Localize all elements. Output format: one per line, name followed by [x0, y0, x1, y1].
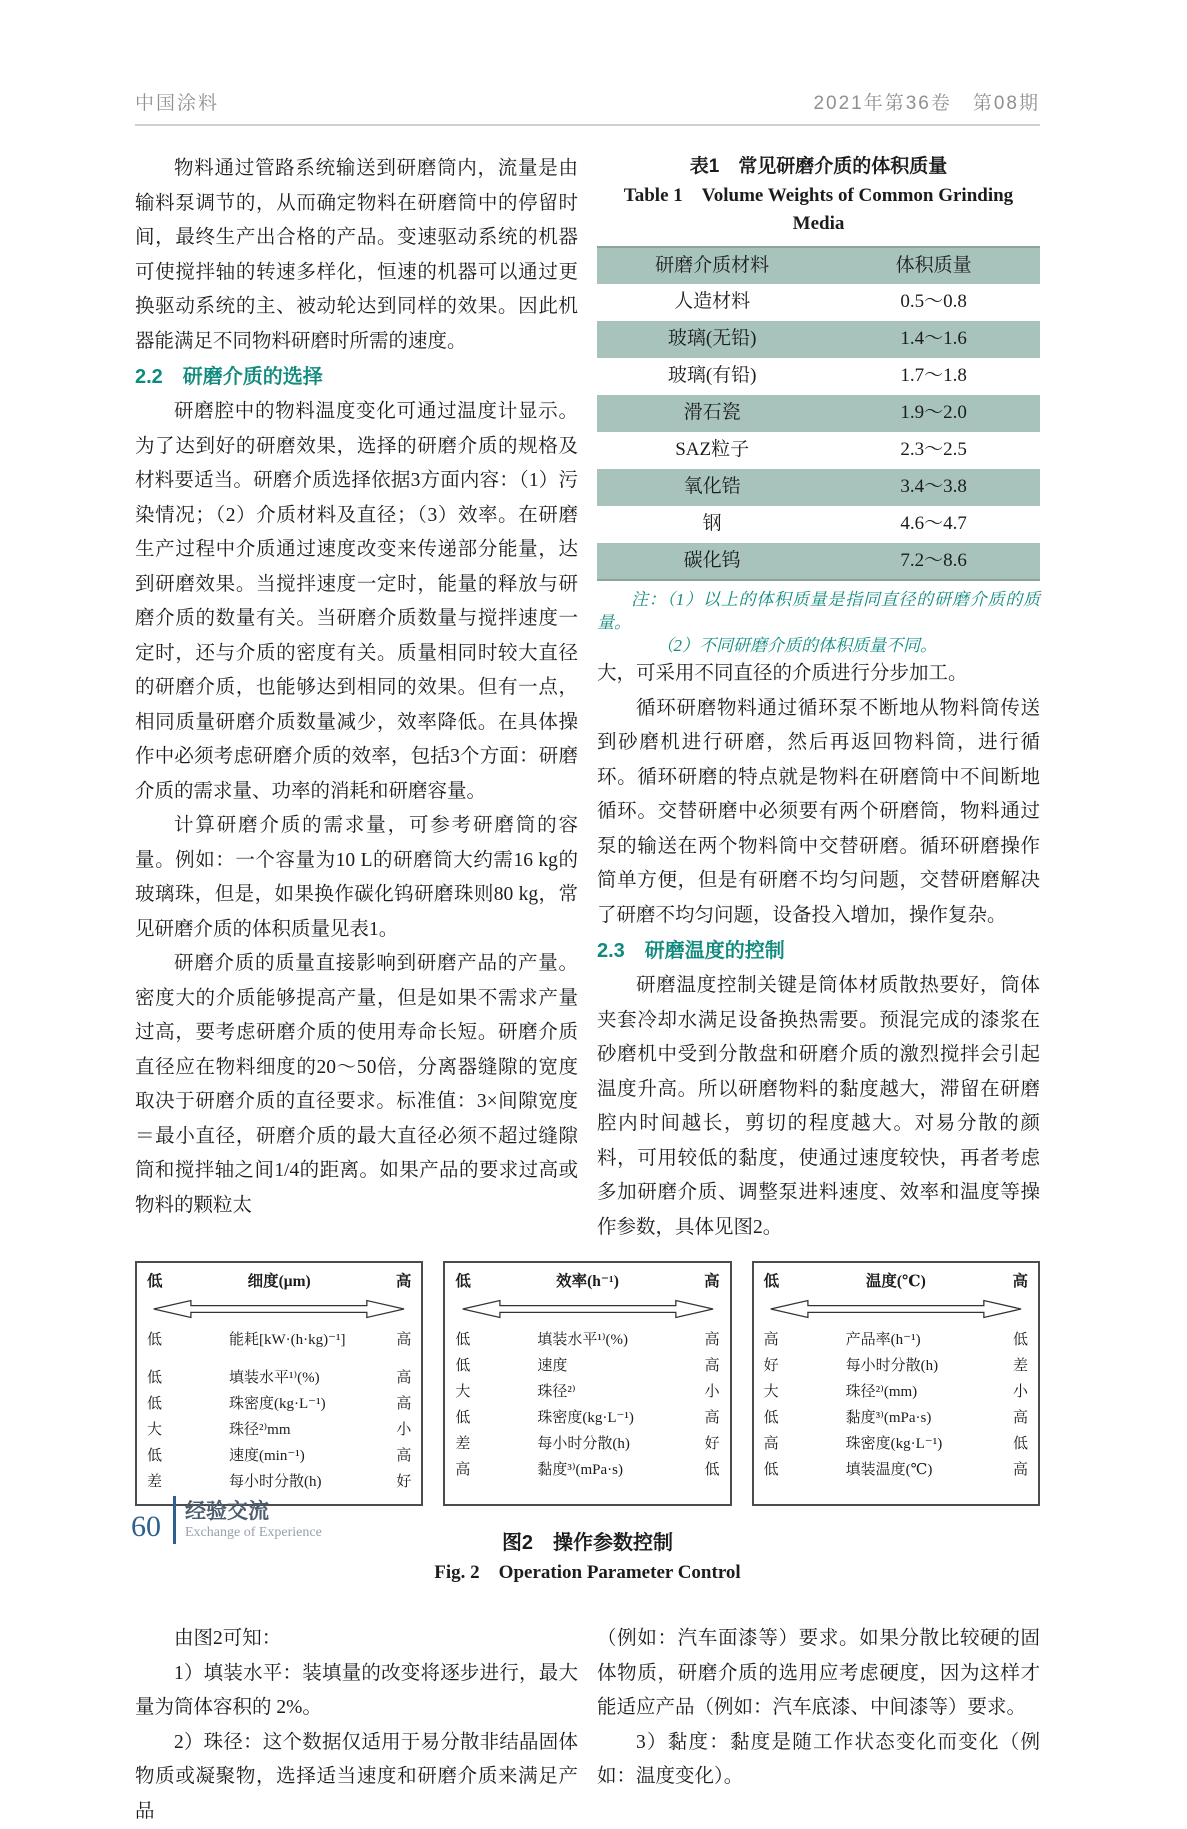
cell-material: 氧化锆: [597, 469, 827, 506]
figure2-caption-en: Fig. 2 Operation Parameter Control: [135, 1558, 1040, 1588]
paragraph: 计算研磨介质的需求量，可参考研磨筒的容量。例如：一个容量为10 L的研磨筒大约需16 kg的玻璃珠，但是，如果换作碳化钨研磨珠则80 kg，常见研磨介质的体积质量见表1。: [135, 809, 578, 947]
low-end: 大: [764, 1379, 800, 1405]
parameter-label: 能耗[kW·(h·kg)⁻¹]: [183, 1327, 391, 1353]
bottom-right-column: [597, 1622, 1040, 1829]
scale-high-label: 高: [396, 1270, 412, 1294]
figure2-box-efficiency: [443, 1261, 731, 1506]
footer-section-en: Exchange of Experience: [185, 1524, 322, 1542]
high-end: 好: [391, 1469, 411, 1495]
low-end: 大: [147, 1417, 183, 1443]
paragraph: 2）珠径：这个数据仅适用于易分散非结晶固体物质或凝聚物，选择适当速度和研磨介质来满足产品: [135, 1726, 578, 1829]
figure2-box-temperature: [752, 1261, 1040, 1506]
paragraph: 循环研磨物料通过循环泵不断地从物料筒传送到砂磨机进行研磨，然后再返回物料筒，进行循环。循环研磨的特点就是物料在研磨筒中不间断地循环。交替研磨中必须要有两个研磨筒，物料通过泵的输送在两个物料筒中交替研磨。循环研磨操作简单方便，但是有研磨不均匀问题，交替研磨解决了研磨不均匀问题，设备投入增加，操作复杂。: [597, 692, 1040, 934]
scale-low-label: 低: [455, 1270, 471, 1294]
page-number: 60: [131, 1512, 161, 1542]
low-end: 好: [764, 1353, 800, 1379]
cell-weight: 2.3～2.5: [827, 432, 1040, 469]
parameter-label: 珠密度(kg·L⁻¹): [183, 1391, 391, 1417]
parameter-row: [147, 1469, 411, 1495]
parameter-label: 每小时分散(h): [491, 1431, 699, 1457]
parameter-row: [455, 1431, 719, 1457]
high-end: 高: [1008, 1405, 1028, 1431]
bottom-columns: [135, 1622, 1040, 1829]
issue-info: 2021年第36卷 第08期: [813, 88, 1040, 115]
parameter-label: 填装水平¹⁾(%): [183, 1365, 391, 1391]
box-header: [455, 1270, 719, 1294]
table-row: [597, 469, 1040, 506]
high-end: 高: [391, 1391, 411, 1417]
parameter-row: [147, 1443, 411, 1469]
parameter-row: [764, 1431, 1028, 1457]
footer-divider: [173, 1496, 176, 1544]
table1-block: [597, 152, 1040, 657]
table1-title-zh: 表1 常见研磨介质的体积质量: [597, 152, 1040, 182]
parameter-label: 填装水平¹⁾(%): [491, 1327, 699, 1353]
parameter-label: 产品率(h⁻¹): [800, 1327, 1008, 1353]
high-end: 高: [391, 1443, 411, 1469]
figure2-box-fineness: [135, 1261, 423, 1506]
parameter-row: [147, 1417, 411, 1443]
scale-low-label: 低: [147, 1270, 163, 1294]
table-row: [597, 358, 1040, 395]
cell-material: 滑石瓷: [597, 395, 827, 432]
table-row: [597, 506, 1040, 543]
parameter-label: 速度: [491, 1353, 699, 1379]
parameter-row: [455, 1405, 719, 1431]
parameter-label: 黏度³⁾(mPa·s): [491, 1457, 699, 1483]
cell-weight: 7.2～8.6: [827, 543, 1040, 580]
column-header: 体积质量: [827, 247, 1040, 284]
paragraph: 研磨温度控制关键是筒体材质散热要好，筒体夹套冷却水满足设备换热需要。预混完成的漆浆在砂磨机中受到分散盘和研磨介质的激烈搅拌会引起温度升高。所以研磨物料的黏度越大，滞留在研磨腔内时间越长，剪切的程度越大。对易分散的颜料，可用较低的黏度，使通过速度较快，再者考虑多加研磨介质、调整泵进料速度、效率和温度等操作参数，具体见图2。: [597, 969, 1040, 1245]
parameter-label: 每小时分散(h): [800, 1353, 1008, 1379]
double-arrow-icon: [769, 1297, 1023, 1321]
table-header-row: [597, 247, 1040, 284]
parameter-label: 珠径²⁾(mm): [800, 1379, 1008, 1405]
parameter-label: 速度(min⁻¹): [183, 1443, 391, 1469]
parameter-row: [455, 1457, 719, 1483]
parameter-label: 每小时分散(h): [183, 1469, 391, 1495]
cell-weight: 1.7～1.8: [827, 358, 1040, 395]
low-end: 高: [764, 1327, 800, 1353]
scale-low-label: 低: [764, 1270, 780, 1294]
high-end: 低: [1008, 1431, 1028, 1457]
low-end: 低: [147, 1443, 183, 1469]
paragraph: 大，可采用不同直径的介质进行分步加工。: [597, 657, 1040, 692]
spacer: [147, 1353, 411, 1365]
paragraph: 物料通过管路系统输送到研磨筒内，流量是由输料泵调节的，从而确定物料在研磨筒中的停留时间，最终生产出合格的产品。变速驱动系统的机器可使搅拌轴的转速多样化，恒速的机器可以通过更换驱动系统的主、被动轮达到同样的效果。因此机器能满足不同物料研磨时所需的速度。: [135, 152, 578, 359]
cell-weight: 1.4～1.6: [827, 321, 1040, 358]
section-heading-2-3: 2.3 研磨温度的控制: [597, 934, 1040, 968]
parameter-row: [455, 1379, 719, 1405]
box-title: 温度(℃): [779, 1270, 1012, 1294]
parameter-row: [455, 1353, 719, 1379]
paragraph: 研磨腔中的物料温度变化可通过温度计显示。为了达到好的研磨效果，选择的研磨介质的规格及材料要适当。研磨介质选择依据3方面内容：（1）污染情况；（2）介质材料及直径；（3）效率。在研磨生产过程中介质通过速度改变来传递部分能量，达到研磨效果。当搅拌速度一定时，能量的释放与研磨介质的数量有关。当研磨介质数量与搅拌速度一定时，还与介质的密度有关。质量相同时较大直径的研磨介质，也能够达到相同的效果。但有一点，相同质量研磨介质数量减少，效率降低。在具体操作中必须考虑研磨介质的效率，包括3个方面：研磨介质的需求量、功率的消耗和研磨容量。: [135, 395, 578, 809]
low-end: 低: [147, 1391, 183, 1417]
low-end: 高: [455, 1457, 491, 1483]
low-end: 低: [455, 1353, 491, 1379]
parameter-row: [764, 1457, 1028, 1483]
high-end: 高: [1008, 1457, 1028, 1483]
parameter-row: [764, 1379, 1028, 1405]
cell-weight: 0.5～0.8: [827, 284, 1040, 321]
low-end: 差: [147, 1469, 183, 1495]
paragraph: 3）黏度：黏度是随工作状态变化而变化（例如：温度变化）。: [597, 1726, 1040, 1795]
low-end: 大: [455, 1379, 491, 1405]
section-heading-2-2: 2.2 研磨介质的选择: [135, 360, 578, 394]
cell-material: 碳化钨: [597, 543, 827, 580]
box-title: 效率(h⁻¹): [471, 1270, 704, 1294]
table-row: [597, 321, 1040, 358]
high-end: 低: [700, 1457, 720, 1483]
paragraph: （例如：汽车面漆等）要求。如果分散比较硬的固体物质，研磨介质的选用应考虑硬度，因为这样才能适应产品（例如：汽车底漆、中间漆等）要求。: [597, 1622, 1040, 1726]
parameter-row: [764, 1353, 1028, 1379]
high-end: 高: [391, 1365, 411, 1391]
bottom-left-column: [135, 1622, 578, 1829]
box-header: [764, 1270, 1028, 1294]
grinding-media-table: [597, 246, 1040, 581]
journal-name: 中国涂料: [135, 88, 219, 115]
parameter-label: 珠径²⁾: [491, 1379, 699, 1405]
parameter-label: 珠径²⁾mm: [183, 1417, 391, 1443]
parameter-label: 填装温度(℃): [800, 1457, 1008, 1483]
low-end: 高: [764, 1431, 800, 1457]
paragraph: 由图2可知：: [135, 1622, 578, 1657]
low-end: 低: [455, 1327, 491, 1353]
figure2-boxes: [135, 1261, 1040, 1506]
table-note: （2）不同研磨介质的体积质量不同。: [597, 634, 1040, 657]
high-end: 高: [391, 1327, 411, 1353]
footer-section-zh: 经验交流: [185, 1499, 322, 1524]
cell-material: 人造材料: [597, 284, 827, 321]
low-end: 差: [455, 1431, 491, 1457]
double-arrow-icon: [152, 1297, 406, 1321]
low-end: 低: [147, 1365, 183, 1391]
scale-high-label: 高: [1012, 1270, 1028, 1294]
box-header: [147, 1270, 411, 1294]
high-end: 高: [700, 1353, 720, 1379]
cell-material: SAZ粒子: [597, 432, 827, 469]
high-end: 小: [1008, 1379, 1028, 1405]
main-columns: [135, 152, 1040, 1245]
scale-high-label: 高: [704, 1270, 720, 1294]
paragraph: 1）填装水平：装填量的改变将逐步进行，最大量为筒体容积的 2%。: [135, 1657, 578, 1726]
parameter-label: 珠密度(kg·L⁻¹): [800, 1431, 1008, 1457]
parameter-row: [147, 1391, 411, 1417]
table-row: [597, 395, 1040, 432]
cell-material: 玻璃(有铅): [597, 358, 827, 395]
cell-weight: 3.4～3.8: [827, 469, 1040, 506]
low-end: 低: [764, 1405, 800, 1431]
column-header: 研磨介质材料: [597, 247, 827, 284]
cell-weight: 1.9～2.0: [827, 395, 1040, 432]
parameter-label: 珠密度(kg·L⁻¹): [491, 1405, 699, 1431]
table-row: [597, 432, 1040, 469]
cell-material: 钢: [597, 506, 827, 543]
low-end: 低: [764, 1457, 800, 1483]
high-end: 小: [700, 1379, 720, 1405]
high-end: 低: [1008, 1327, 1028, 1353]
table1-notes: [597, 588, 1040, 657]
paragraph: 研磨介质的质量直接影响到研磨产品的产量。密度大的介质能够提高产量，但是如果不需求产量过高，要考虑研磨介质的使用寿命长短。研磨介质直径应在物料细度的20～50倍，分离器缝隙的宽度取决于研磨介质的直径要求。标准值：3×间隙宽度＝最小直径，研磨介质的最大直径必须不超过缝隙筒和搅拌轴之间1/4的距离。如果产品的要求过高或物料的颗粒太: [135, 947, 578, 1223]
low-end: 低: [455, 1405, 491, 1431]
cell-material: 玻璃(无铅): [597, 321, 827, 358]
parameter-row: [147, 1365, 411, 1391]
page-header: [135, 88, 1040, 126]
high-end: 高: [700, 1327, 720, 1353]
figure2-caption-zh: 图2 操作参数控制: [135, 1528, 1040, 1558]
cell-weight: 4.6～4.7: [827, 506, 1040, 543]
page-footer: [131, 1496, 322, 1544]
table1-title-en: Table 1 Volume Weights of Common Grinding Media: [597, 182, 1040, 238]
table-row: [597, 543, 1040, 580]
parameter-label: 黏度³⁾(mPa·s): [800, 1405, 1008, 1431]
left-column: [135, 152, 578, 1245]
table-note: 注：（1）以上的体积质量是指同直径的研磨介质的质量。: [597, 588, 1040, 634]
double-arrow-icon: [461, 1297, 715, 1321]
high-end: 好: [700, 1431, 720, 1457]
parameter-row: [764, 1405, 1028, 1431]
high-end: 差: [1008, 1353, 1028, 1379]
footer-section: [185, 1499, 322, 1542]
high-end: 高: [700, 1405, 720, 1431]
parameter-row: [147, 1327, 411, 1353]
table-row: [597, 284, 1040, 321]
high-end: 小: [391, 1417, 411, 1443]
right-column: [597, 152, 1040, 1245]
low-end: 低: [147, 1327, 183, 1353]
parameter-row: [764, 1327, 1028, 1353]
box-title: 细度(μm): [163, 1270, 396, 1294]
parameter-row: [455, 1327, 719, 1353]
